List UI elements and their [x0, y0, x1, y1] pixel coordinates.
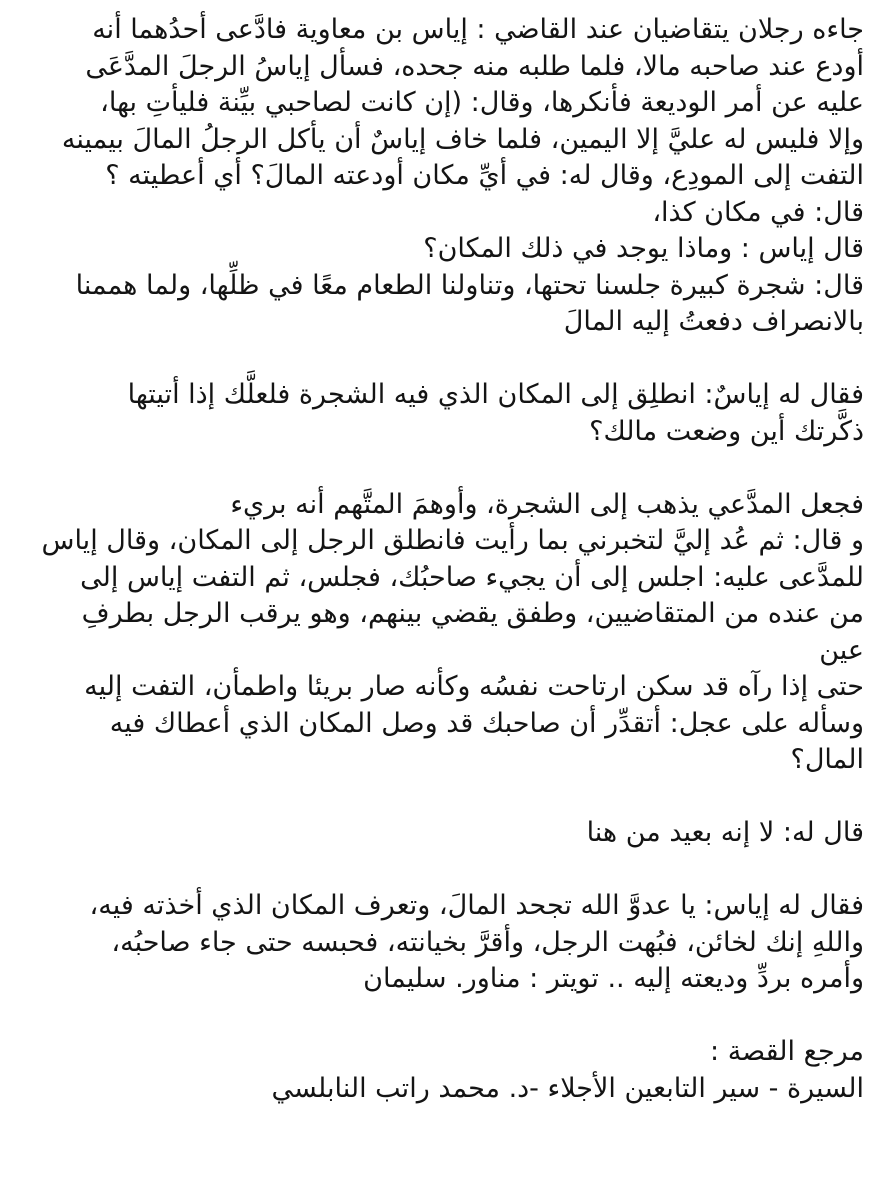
text-line: و قال: ثم عُد إليَّ لتخبرني بما رأيت فانطلق الرجل إلى المكان، وقال إياس — [41, 525, 864, 556]
paragraph-spacer — [22, 998, 864, 1035]
text-line: التفت إلى المودِع، وقال له: في أيِّ مكان أودعته المالَ؟ أي أعطيته ؟ — [105, 160, 864, 191]
text-line: أودع عند صاحبه مالا، فلما طلبه منه جحده، فسأل إياسُ الرجلَ المدَّعَى — [85, 50, 864, 82]
text-line: حتى إذا رآه قد سكن ارتاحت نفسُه وكأنه صار بريئا واطمأن، التفت إليه — [84, 671, 864, 702]
text-line: وأمره بردِّ وديعته إليه .. تويتر : مناور. سليمان — [363, 963, 864, 994]
text-line: ذكَّرتك أين وضعت مالك؟ — [589, 415, 864, 447]
text-line: المال؟ — [790, 744, 864, 775]
paragraph-spacer — [22, 341, 864, 378]
text-line: قال: شجرة كبيرة جلسنا تحتها، وتناولنا الطعام معًا في ظلِّها، ولما هممنا — [75, 269, 864, 301]
paragraph-spacer — [22, 450, 864, 487]
paragraph-spacer — [22, 852, 864, 889]
text-line: بالانصراف دفعتُ إليه المالَ — [563, 306, 864, 337]
text-line: جاءه رجلان يتقاضيان عند القاضي : إياس بن معاوية فادَّعى أحدُهما أنه — [92, 14, 864, 45]
paragraph-verdict — [22, 888, 864, 998]
text-line: للمدَّعى عليه: اجلس إلى أن يجيء صاحبُك، فجلس، ثم التفت إياس إلى — [80, 561, 864, 593]
text-line: وسأله على عجل: أتقدِّر أن صاحبك قد وصل المكان الذي أعطاك فيه — [109, 707, 864, 739]
paragraph-reference — [22, 1034, 864, 1107]
text-line: قال: في مكان كذا، — [652, 196, 864, 228]
paragraph-the-test — [22, 487, 864, 779]
text-line: فجعل المدَّعي يذهب إلى الشجرة، وأوهمَ المتَّهم أنه بريء — [230, 488, 864, 520]
text-line: من عنده من المتقاضيين، وطفق يقضي بينهم، وهو يرقب الرجل بطرفِ — [81, 598, 864, 629]
paragraph-iyas-instruction — [22, 377, 864, 450]
reference-source: السيرة - سير التابعين الأجلاء -د. محمد راتب النابلسي — [271, 1072, 864, 1104]
paragraph-story-opening — [22, 12, 864, 341]
paragraph-the-answer — [22, 815, 864, 852]
text-line: واللهِ إنك لخائن، فبُهت الرجل، وأقرَّ بخيانته، فحبسه حتى جاء صاحبُه، — [111, 926, 864, 958]
reference-heading: مرجع القصة : — [710, 1036, 864, 1067]
text-line: قال له: لا إنه بعيد من هنا — [586, 817, 864, 848]
paragraph-spacer — [22, 779, 864, 816]
text-line: عليه عن أمر الوديعة فأنكرها، وقال: (إن كانت لصاحبي بيِّنة فليأتِ بها، — [100, 87, 864, 118]
text-line: قال إياس : وماذا يوجد في ذلك المكان؟ — [423, 233, 864, 264]
text-line: وإلا فليس له عليَّ إلا اليمين، فلما خاف إياسٌ أن يأكل الرجلُ المالَ بيمينه — [61, 123, 864, 155]
text-line: فقال له إياسٌ: انطلِق إلى المكان الذي فيه الشجرة فلعلَّك إذا أتيتها — [127, 379, 864, 410]
text-line: فقال له إياس: يا عدوَّ الله تجحد المالَ، وتعرف المكان الذي أخذته فيه، — [89, 890, 864, 921]
text-line: عين — [819, 634, 864, 666]
